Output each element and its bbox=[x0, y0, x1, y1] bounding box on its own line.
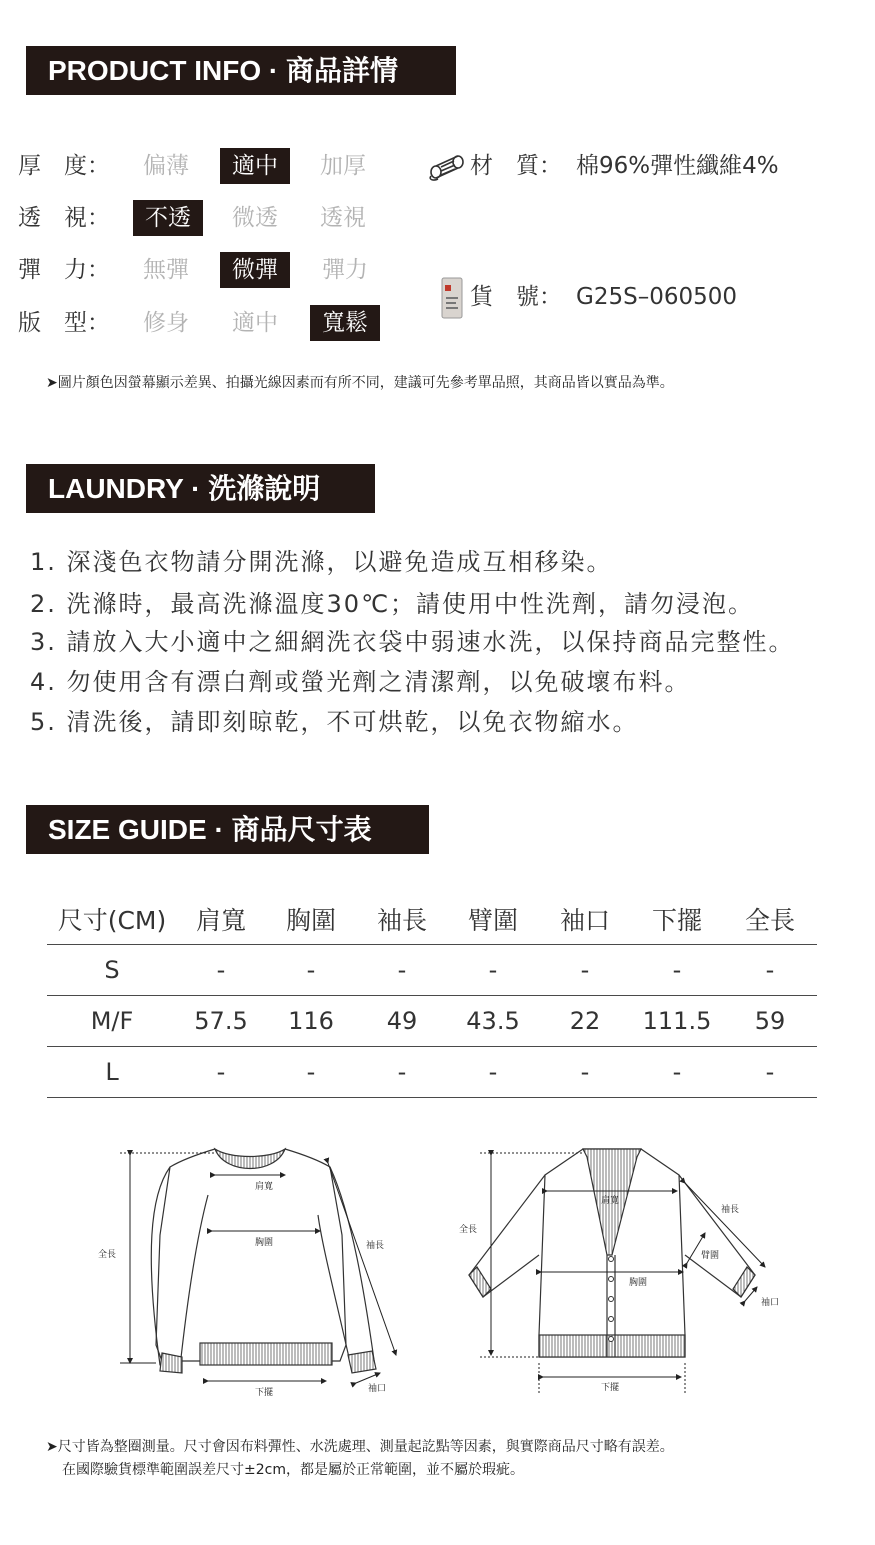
value-cell: - bbox=[723, 1047, 817, 1098]
value-cell: - bbox=[447, 1047, 539, 1098]
laundry-line-3: 3. 請放入大小適中之細網洗衣袋中弱速水洗，以保持商品完整性。 bbox=[30, 628, 795, 656]
cardigan-label-hem: 下擺 bbox=[601, 1383, 620, 1393]
thread-spool-icon bbox=[428, 150, 468, 182]
size-table-header bbox=[47, 894, 817, 945]
value-cell: - bbox=[265, 945, 357, 996]
value-cell: 57.5 bbox=[177, 996, 265, 1047]
cardigan-label-cuff: 袖口 bbox=[761, 1298, 780, 1308]
table-row bbox=[47, 945, 817, 996]
col-arm: 臂圍 bbox=[447, 894, 539, 945]
fit-option-slim: 修身 bbox=[143, 310, 189, 336]
laundry-line-1: 1. 深淺色衣物請分開洗滌，以避免造成互相移染。 bbox=[30, 548, 613, 576]
product-info-header: PRODUCT INFO · 商品詳情 bbox=[26, 46, 456, 95]
col-chest: 胸圍 bbox=[265, 894, 357, 945]
size-note-line-1: ➤尺寸皆為整圈測量。尺寸會因布料彈性、水洗處理、測量起訖點等因素，與實際商品尺寸略有誤差。 bbox=[46, 1439, 674, 1455]
fit-label: 版 型： bbox=[18, 310, 110, 336]
cardigan-label-shoulder: 肩寬 bbox=[601, 1196, 620, 1206]
laundry-header: LAUNDRY · 洗滌說明 bbox=[26, 464, 375, 513]
thickness-option-thick: 加厚 bbox=[320, 153, 366, 179]
value-cell: 49 bbox=[357, 996, 447, 1047]
size-guide-header: SIZE GUIDE · 商品尺寸表 bbox=[26, 805, 429, 854]
size-note-line-2: 在國際驗貨標準範圍誤差尺寸±2cm，都是屬於正常範圍，並不屬於瑕疵。 bbox=[62, 1462, 524, 1478]
cardigan-label-length: 全長 bbox=[459, 1225, 478, 1235]
thickness-option-medium: 適中 bbox=[220, 148, 290, 184]
cardigan-label-sleeve: 袖長 bbox=[721, 1205, 740, 1215]
elasticity-option-slight: 微彈 bbox=[220, 252, 290, 288]
elasticity-label: 彈 力： bbox=[18, 257, 110, 283]
thickness-label: 厚 度： bbox=[18, 153, 110, 179]
elasticity-option-none: 無彈 bbox=[143, 257, 189, 283]
size-cell: M/F bbox=[47, 996, 177, 1047]
sweater-label-hem: 下擺 bbox=[255, 1388, 274, 1398]
sweater-label-sleeve: 袖長 bbox=[366, 1241, 385, 1251]
sweater-label-length: 全長 bbox=[98, 1250, 117, 1260]
value-cell: - bbox=[265, 1047, 357, 1098]
size-table bbox=[47, 894, 817, 1098]
col-size: 尺寸(CM) bbox=[47, 894, 177, 945]
laundry-line-4: 4. 勿使用含有漂白劑或螢光劑之清潔劑，以免破壞布料。 bbox=[30, 668, 691, 696]
cardigan-label-arm: 臂圍 bbox=[701, 1251, 720, 1261]
table-row bbox=[47, 996, 817, 1047]
opacity-option-slight: 微透 bbox=[232, 205, 278, 231]
opacity-label: 透 視： bbox=[18, 205, 110, 231]
col-sleeve: 袖長 bbox=[357, 894, 447, 945]
fit-option-loose: 寬鬆 bbox=[310, 305, 380, 341]
value-cell: - bbox=[177, 1047, 265, 1098]
value-cell: - bbox=[631, 1047, 723, 1098]
value-cell: - bbox=[357, 945, 447, 996]
sweater-label-chest: 胸圍 bbox=[255, 1238, 274, 1248]
opacity-option-opaque: 不透 bbox=[133, 200, 203, 236]
item-no-value: G25S–060500 bbox=[576, 284, 737, 310]
cardigan-label-chest: 胸圍 bbox=[629, 1278, 648, 1288]
cardigan-diagram bbox=[455, 1135, 795, 1400]
value-cell: 116 bbox=[265, 996, 357, 1047]
value-cell: - bbox=[357, 1047, 447, 1098]
material-label: 材 質： bbox=[470, 153, 562, 179]
material-value: 棉96%彈性纖維4% bbox=[576, 153, 779, 179]
value-cell: - bbox=[723, 945, 817, 996]
sweater-diagram bbox=[90, 1135, 420, 1405]
fit-option-regular: 適中 bbox=[232, 310, 278, 336]
laundry-line-5: 5. 清洗後，請即刻晾乾，不可烘乾，以免衣物縮水。 bbox=[30, 708, 639, 736]
value-cell: - bbox=[447, 945, 539, 996]
col-hem: 下擺 bbox=[631, 894, 723, 945]
laundry-line-2: 2. 洗滌時，最高洗滌溫度30℃；請使用中性洗劑，請勿浸泡。 bbox=[30, 590, 755, 618]
color-disclaimer: ➤圖片顏色因螢幕顯示差異、拍攝光線因素而有所不同，建議可先參考單品照，其商品皆以實品為準。 bbox=[46, 375, 674, 391]
col-shoulder: 肩寬 bbox=[177, 894, 265, 945]
opacity-option-sheer: 透視 bbox=[320, 205, 366, 231]
value-cell: 22 bbox=[539, 996, 631, 1047]
table-row bbox=[47, 1047, 817, 1098]
size-cell: S bbox=[47, 945, 177, 996]
value-cell: - bbox=[631, 945, 723, 996]
value-cell: - bbox=[539, 1047, 631, 1098]
thickness-option-thin: 偏薄 bbox=[143, 153, 189, 179]
size-cell: L bbox=[47, 1047, 177, 1098]
sweater-label-shoulder: 肩寬 bbox=[255, 1182, 274, 1192]
elasticity-option-stretch: 彈力 bbox=[322, 257, 368, 283]
value-cell: 59 bbox=[723, 996, 817, 1047]
value-cell: - bbox=[539, 945, 631, 996]
col-length: 全長 bbox=[723, 894, 817, 945]
value-cell: 111.5 bbox=[631, 996, 723, 1047]
sweater-label-cuff: 袖口 bbox=[368, 1384, 387, 1394]
tag-icon bbox=[440, 276, 466, 320]
value-cell: - bbox=[177, 945, 265, 996]
item-no-label: 貨 號： bbox=[470, 284, 562, 310]
col-cuff: 袖口 bbox=[539, 894, 631, 945]
value-cell: 43.5 bbox=[447, 996, 539, 1047]
